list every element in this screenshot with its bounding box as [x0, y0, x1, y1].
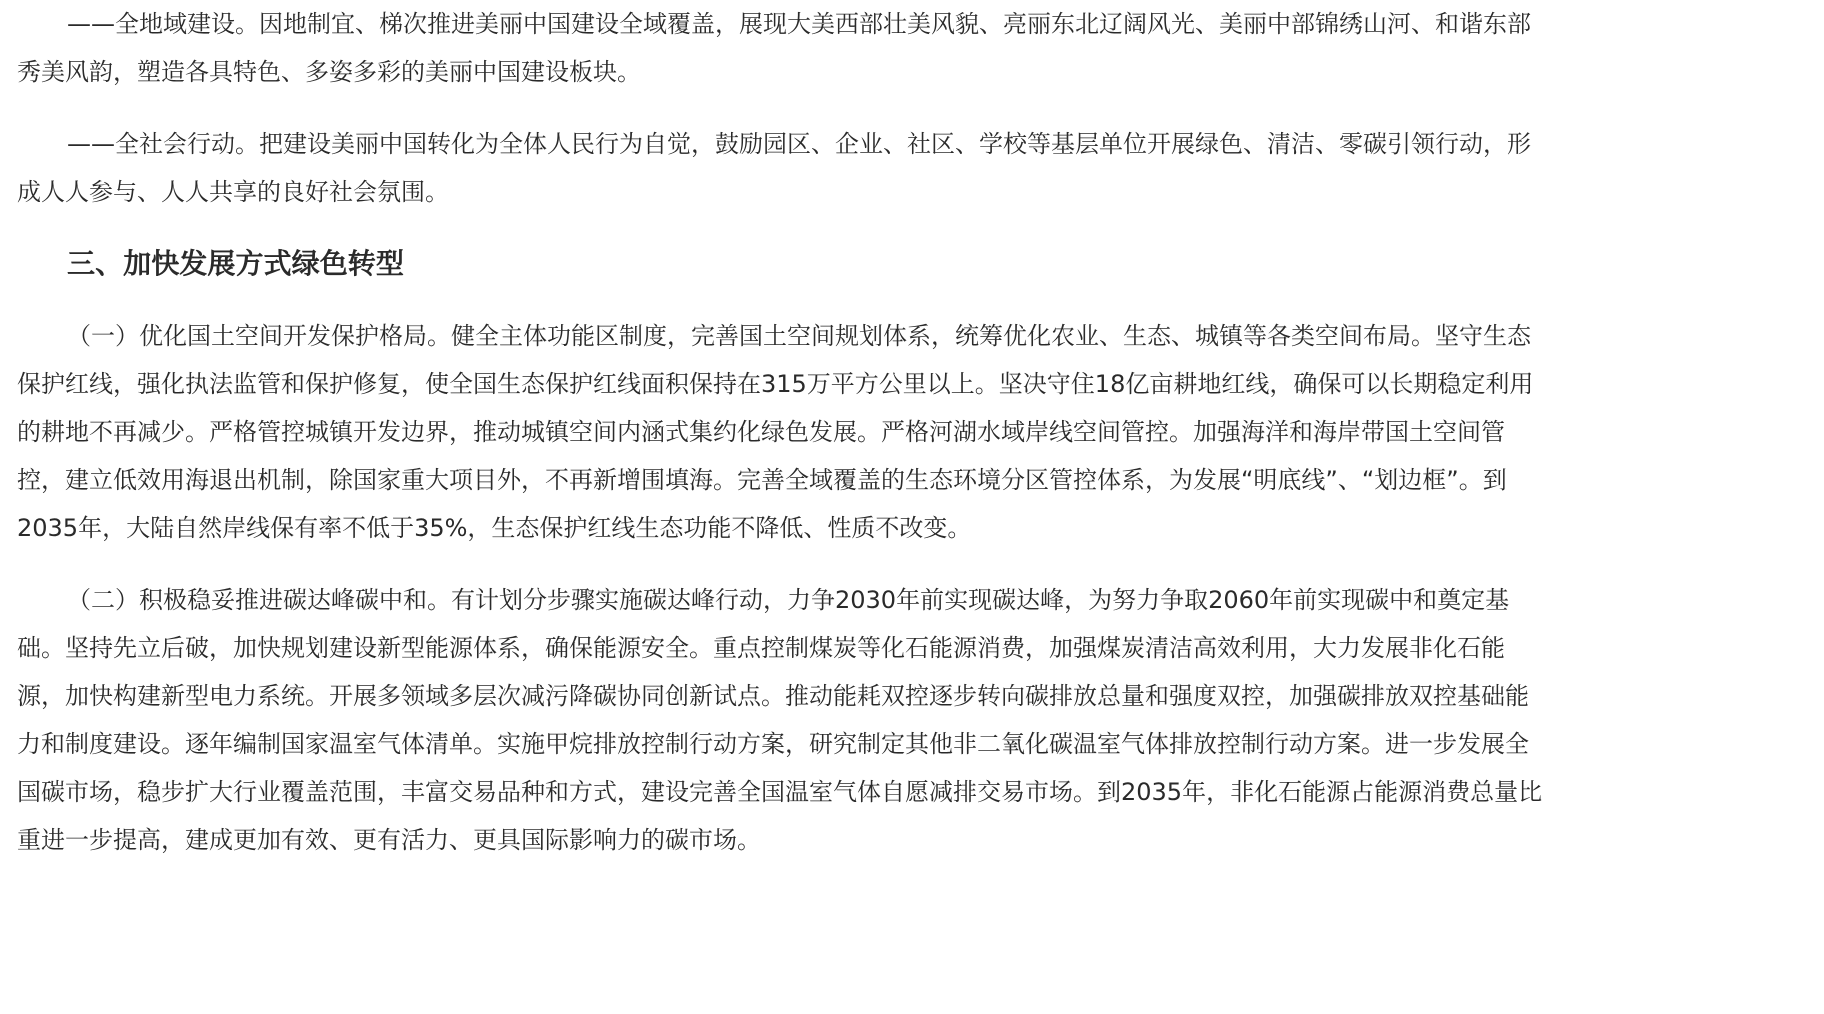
paragraph-whole-society-action: ——全社会行动。把建设美丽中国转化为全体人民行为自觉，鼓励园区、企业、社区、学校等基层单位开展绿色、清洁、零碳引领行动，形成人人参与、人人共享的良好社会氛围。 [17, 130, 1531, 206]
paragraph-carbon-peak-neutrality: （二）积极稳妥推进碳达峰碳中和。有计划分步骤实施碳达峰行动，力争2030年前实现碳达峰，为努力争取2060年前实现碳中和奠定基础。坚持先立后破，加快规划建设新型能源体系，确保能源安全。重点控制煤炭等化石能源消费，加强煤炭清洁高效利用，大力发展非化石能源，加快构建新型电力系统。开展多领域多层次减污降碳协同创新试点。推动能耗双控逐步转向碳排放总量和强度双控，加强碳排放双控基础能力和制度建设。逐年编制国家温室气体清单。实施甲烷排放控制行动方案，研究制定其他非二氧化碳温室气体排放控制行动方案。进一步发展全国碳市场，稳步扩大行业覆盖范围，丰富交易品种和方式，建设完善全国温室气体自愿减排交易市场。到2035年，非化石能源占能源消费总量比重进一步提高，建成更加有效、更有活力、更具国际影响力的碳市场。 [17, 586, 1543, 854]
paragraph-all-region-construction: ——全地域建设。因地制宜、梯次推进美丽中国建设全域覆盖，展现大美西部壮美风貌、亮丽东北辽阔风光、美丽中部锦绣山河、和谐东部秀美风韵，塑造各具特色、多姿多彩的美丽中国建设板块。 [17, 10, 1531, 86]
paragraph-land-space-protection: （一）优化国土空间开发保护格局。健全主体功能区制度，完善国土空间规划体系，统筹优化农业、生态、城镇等各类空间布局。坚守生态保护红线，强化执法监管和保护修复，使全国生态保护红线面积保持在315万平方公里以上。坚决守住18亿亩耕地红线，确保可以长期稳定利用的耕地不再减少。严格管控城镇开发边界，推动城镇空间内涵式集约化绿色发展。严格河湖水域岸线空间管控。加强海洋和海岸带国土空间管控，建立低效用海退出机制，除国家重大项目外，不再新增围填海。完善全域覆盖的生态环境分区管控体系，为发展“明底线”、“划边框”。到2035年，大陆自然岸线保有率不低于35%，生态保护红线生态功能不降低、性质不改变。 [17, 322, 1534, 542]
section-heading: 三、加快发展方式绿色转型 [67, 247, 404, 280]
article-body [17, 0, 1547, 864]
